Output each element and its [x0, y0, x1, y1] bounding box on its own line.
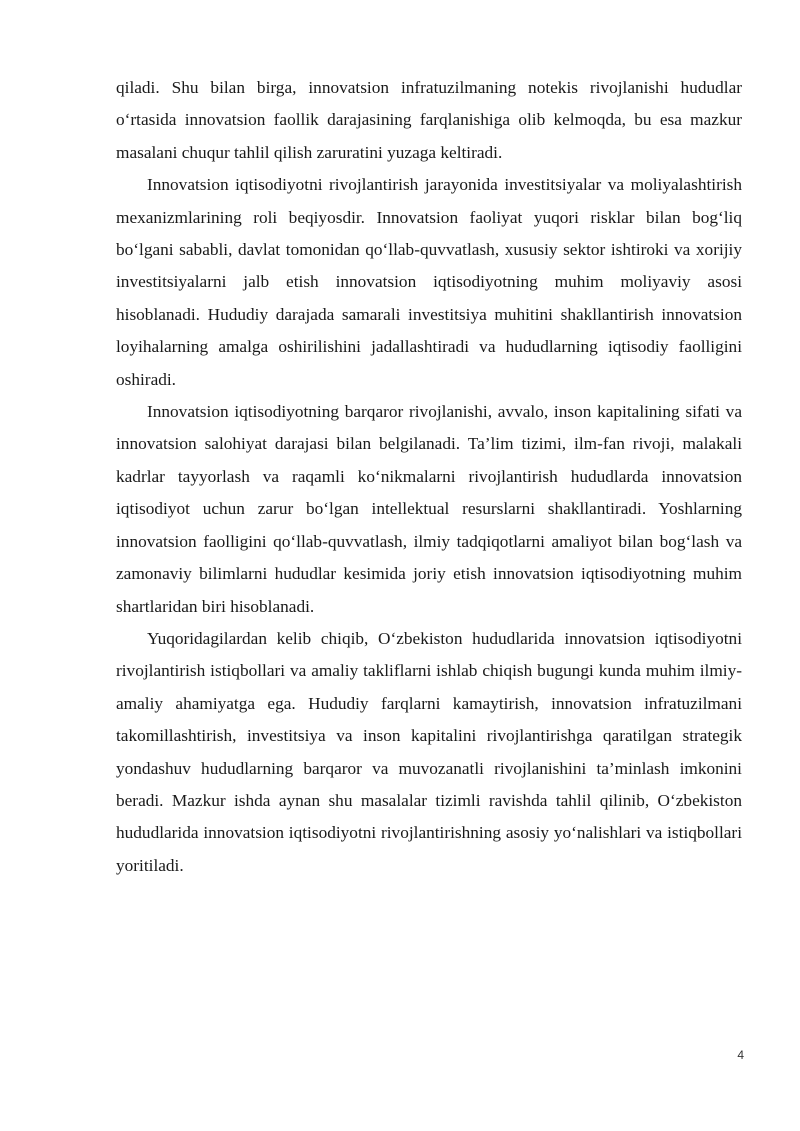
page-body — [116, 72, 742, 882]
paragraph-human-capital: Innovatsion iqtisodiyotning barqaror rivojlanishi, avvalo, inson kapitalining sifati va innovatsion salohiyat darajasi bilan belgilanadi. Ta’lim tizimi, ilm-fan rivoji, malakali kadrlar tayyorlash va raqamli ko‘nikmalarni rivojlantirish hududlarda innovatsion iqtisodiyot uchun zarur bo‘lgan intellektual resurslarni shakllantiradi. Yoshlarning innovatsion faolligini qo‘llab-quvvatlash, ilmiy tadqiqotlarni amaliyot bilan bog‘lash va zamonaviy bilimlarni hududlar kesimida joriy etish innovatsion iqtisodiyotning muhim shartlaridan biri hisoblanadi. — [116, 402, 742, 616]
page-number: 4 — [737, 1048, 744, 1062]
paragraph-continuation: qiladi. Shu bilan birga, innovatsion infratuzilmaning notekis rivojlanishi hududlar o‘rtasida innovatsion faollik darajasining farqlanishiga olib kelmoqda, bu esa mazkur masalani chuqur tahlil qilish zaruratini yuzaga keltiradi. — [116, 78, 742, 162]
paragraph-investments: Innovatsion iqtisodiyotni rivojlantirish jarayonida investitsiyalar va moliyalashtirish mexanizmlarining roli beqiyosdir. Innovatsion faoliyat yuqori risklar bilan bog‘liq bo‘lgani sababli, davlat tomonidan qo‘llab-quvvatlash, xususiy sektor ishtiroki va xorijiy investitsiyalarni jalb etish innovatsion iqtisodiyotning muhim moliyaviy asosi hisoblanadi. Hududiy darajada samarali investitsiya muhitini shakllantirish innovatsion loyihalarning amalga oshirilishini jadallashtiradi va hududlarning iqtisodiy faolligini oshiradi. — [116, 175, 742, 389]
paragraph-conclusion: Yuqoridagilardan kelib chiqib, O‘zbekiston hududlarida innovatsion iqtisodiyotni rivojlantirish istiqbollari va amaliy takliflarni ishlab chiqish bugungi kunda muhim ilmiy-amaliy ahamiyatga ega. Hududiy farqlarni kamaytirish, innovatsion infratuzilmani takomillashtirish, investitsiya va inson kapitalini rivojlantirishga qaratilgan strategik yondashuv hududlarning barqaror va muvozanatli rivojlanishini ta’minlash imkonini beradi. Mazkur ishda aynan shu masalalar tizimli ravishda tahlil qilinib, O‘zbekiston hududlarida innovatsion iqtisodiyotni rivojlantirishning asosiy yo‘nalishlari va istiqbollari yoritiladi. — [116, 628, 742, 875]
